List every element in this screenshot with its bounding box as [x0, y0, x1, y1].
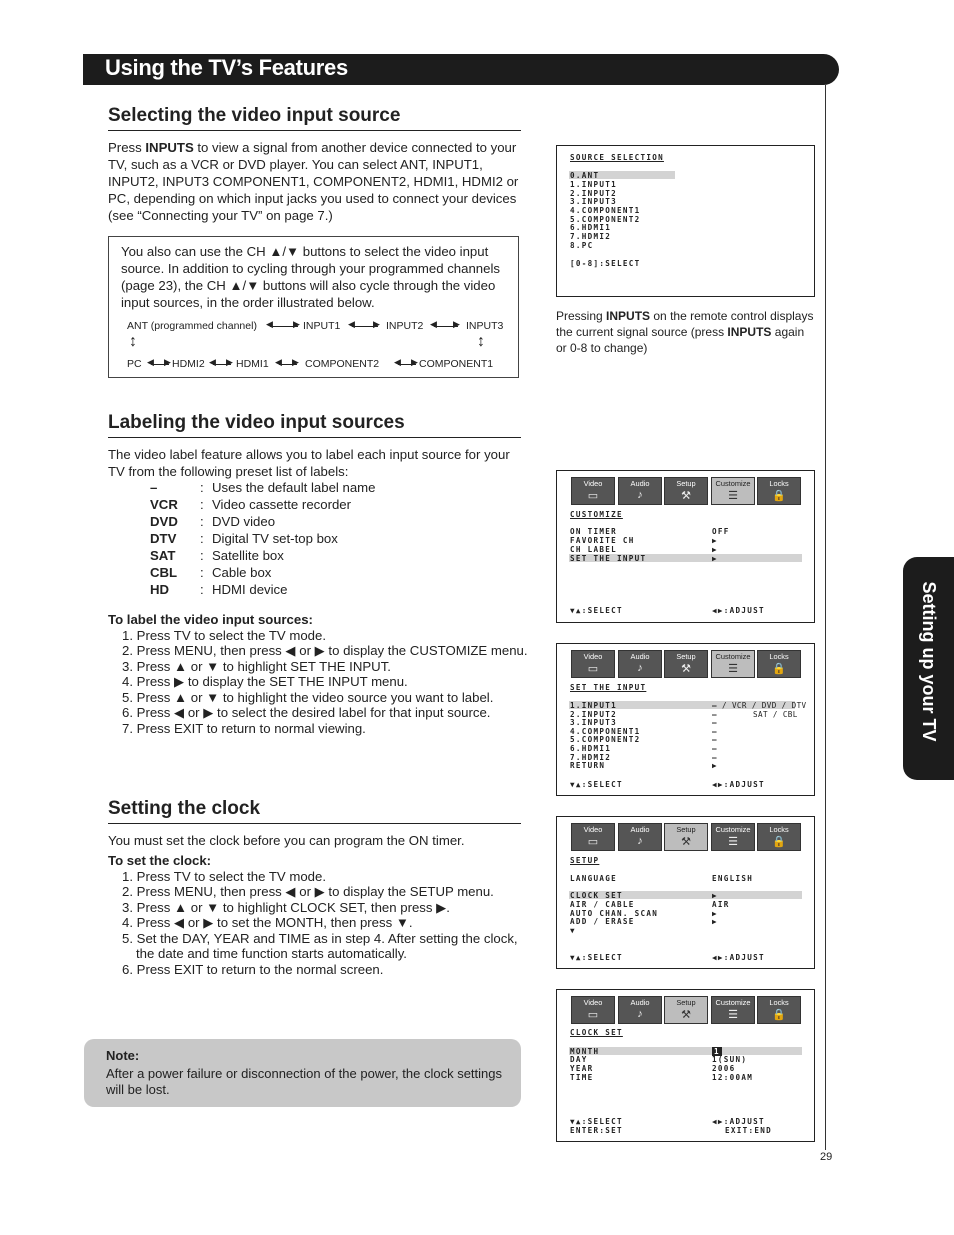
label-colon: : — [200, 497, 204, 512]
menu-row-label: ADD / ERASE — [570, 917, 635, 926]
tab-customize — [711, 823, 755, 851]
section-rule — [108, 823, 521, 824]
tab-label: Customize — [715, 652, 751, 661]
source-caption — [556, 308, 818, 356]
note-box — [84, 1039, 521, 1107]
caption-after: again or 0-8 to change) — [556, 325, 805, 355]
step: 3. Press ▲ or ▼ to highlight CLOCK SET, then press ▶. — [122, 899, 450, 915]
caption-mid: on the remote control displays the current signal source (press — [556, 309, 814, 339]
tab-label: Audio — [630, 479, 650, 488]
clock-row-value: 1 — [714, 1047, 720, 1056]
section-rule — [108, 437, 521, 438]
menu-row-value: ▶ — [712, 909, 718, 918]
step: 4. Press ▶ to display the SET THE INPUT menu. — [122, 674, 408, 689]
diagram-component2: COMPONENT2 — [305, 358, 380, 370]
label-steps-heading: To label the video input sources: — [108, 612, 313, 627]
label-colon: : — [200, 514, 204, 529]
wrench-icon: ⚒ — [681, 1009, 691, 1021]
tab-setup — [664, 996, 708, 1024]
tab-label: Setup — [676, 825, 696, 834]
source-item: 4.COMPONENT1 — [570, 206, 641, 215]
tab-setup — [664, 650, 708, 678]
label-key: CBL — [150, 565, 178, 580]
input-row-value: – — [712, 701, 718, 710]
diagram-vertical-arrow: ↕ — [129, 333, 137, 350]
menu-row-label: LANGUAGE — [570, 874, 617, 883]
caption-before: Pressing — [556, 309, 607, 323]
input-row: 5.COMPONENT2 — [570, 735, 641, 744]
step: 4. Press ◀ or ▶ to set the MONTH, then press ▼. — [122, 915, 413, 930]
menu-tabs — [571, 650, 801, 678]
music-note-icon: ♪ — [637, 662, 643, 674]
label-key: DTV — [150, 531, 177, 546]
diagram-arrowhead: ▶ — [293, 319, 300, 329]
input-row: 2.INPUT2 — [570, 710, 617, 719]
tab-label: Locks — [769, 825, 789, 834]
menu-row-value: OFF — [712, 527, 730, 536]
footer-select: ▼▲:SELECT — [570, 953, 623, 962]
menu-row-value: ▶ — [712, 536, 718, 545]
diagram-input1: INPUT1 — [303, 320, 341, 332]
step: 5. Press ▲ or ▼ to highlight the video source you want to label. — [122, 689, 494, 705]
step: 7. Press EXIT to return to normal viewing. — [122, 720, 366, 736]
label-desc: Uses the default label name — [212, 480, 376, 495]
clock-row-label: YEAR — [570, 1064, 594, 1073]
lock-icon: 🔒 — [772, 490, 786, 502]
source-selection-screen — [556, 145, 815, 297]
label-colon: : — [200, 531, 204, 546]
footer-exit: EXIT:END — [725, 1126, 772, 1135]
lock-icon: 🔒 — [772, 663, 786, 675]
label-desc: DVD video — [212, 514, 276, 529]
label-desc: Digital TV set-top box — [212, 531, 338, 546]
label-steps — [108, 612, 528, 736]
footer-adjust: ◀▶:ADJUST — [712, 780, 765, 789]
diagram-arrowhead: ▶ — [164, 357, 171, 367]
clock-row-value: 12:00AM — [712, 1073, 754, 1082]
tab-label: Video — [583, 998, 603, 1007]
tab-label: Locks — [769, 652, 789, 661]
customize-screen — [556, 470, 815, 623]
list-icon: ☰ — [728, 490, 738, 502]
diagram-arrowhead: ◀ — [147, 357, 154, 367]
tab-audio — [618, 477, 662, 505]
side-tab-label: Setting up your TV — [919, 581, 939, 742]
tab-audio — [618, 996, 662, 1024]
menu-row-label: AUTO CHAN. SCAN — [570, 909, 659, 918]
section-rule — [108, 130, 521, 131]
menu-row-label: ON TIMER — [570, 527, 617, 536]
video-icon: ▭ — [587, 490, 599, 502]
menu-row-label: AIR / CABLE — [570, 900, 635, 909]
step: 5. Set the DAY, YEAR and TIME as in step 4. After setting the clock, the date and time function starts automatically. — [122, 930, 518, 961]
input-row-value: – — [712, 718, 718, 727]
page-number: 29 — [820, 1151, 833, 1163]
menu-row-value: AIR — [712, 900, 730, 909]
lock-icon: 🔒 — [772, 1009, 786, 1021]
tab-label: Video — [583, 652, 603, 661]
step: 1. Press TV to select the TV mode. — [122, 868, 327, 884]
diagram-arrowhead: ▶ — [373, 319, 380, 329]
tab-locks — [757, 996, 801, 1024]
video-icon: ▭ — [587, 836, 599, 848]
tab-setup — [664, 477, 708, 505]
diagram-component1: COMPONENT1 — [419, 358, 494, 370]
diagram-arrowhead: ▶ — [453, 319, 460, 329]
source-item: 8.PC — [570, 241, 594, 250]
tab-label: Locks — [769, 998, 789, 1007]
diagram-ant: ANT (programmed channel) — [127, 320, 257, 332]
caption-bold2: INPUTS — [727, 325, 772, 339]
menu-row-value: ▶ — [712, 554, 718, 563]
label-key: DVD — [150, 514, 178, 529]
diagram-hdmi1: HDMI1 — [236, 358, 269, 370]
section-heading-video-input: Selecting the video input source — [108, 105, 401, 126]
section1-paragraph — [108, 139, 520, 224]
tab-label: Setup — [676, 998, 696, 1007]
video-icon: ▭ — [587, 663, 599, 675]
label-options-1: / VCR / DVD / DTV — [722, 701, 807, 710]
tab-label: Customize — [715, 479, 751, 488]
diagram-arrowhead: ▶ — [411, 357, 418, 367]
step: 2. Press MENU, then press ◀ or ▶ to display the SETUP menu. — [122, 884, 494, 899]
source-item: 1.INPUT1 — [570, 180, 617, 189]
tab-label: Customize — [715, 825, 751, 834]
customize-title: CUSTOMIZE — [570, 510, 623, 519]
tab-video — [571, 823, 615, 851]
footer-select: ▼▲:SELECT — [570, 780, 623, 789]
menu-row-value: ENGLISH — [712, 874, 754, 883]
tab-locks — [757, 823, 801, 851]
menu-row-label: FAVORITE CH — [570, 536, 635, 545]
clock-steps-heading: To set the clock: — [108, 853, 212, 868]
footer-adjust: ◀▶:ADJUST — [712, 953, 765, 962]
step: 3. Press ▲ or ▼ to highlight SET THE INPUT. — [122, 658, 391, 674]
menu-tabs — [571, 823, 801, 851]
menu-row-value: ▶ — [712, 917, 718, 926]
tab-label: Audio — [630, 825, 650, 834]
tab-setup — [664, 823, 708, 851]
input-row-value: ▶ — [712, 761, 718, 770]
wrench-icon: ⚒ — [681, 490, 691, 502]
list-icon: ☰ — [728, 1009, 738, 1021]
diagram-arrowhead: ▶ — [226, 357, 233, 367]
clock-row-value: 1(SUN) — [712, 1055, 748, 1064]
footer-select: ▼▲:SELECT — [570, 1117, 623, 1126]
diagram-arrowhead: ◀ — [266, 319, 273, 329]
clock-row-value: 2006 — [712, 1064, 736, 1073]
set-input-title: SET THE INPUT — [570, 683, 647, 692]
tab-video — [571, 650, 615, 678]
tab-locks — [757, 477, 801, 505]
diagram-arrowhead: ◀ — [348, 319, 355, 329]
tab-label: Audio — [630, 652, 650, 661]
video-icon: ▭ — [587, 1009, 599, 1021]
clock-set-title: CLOCK SET — [570, 1028, 623, 1037]
clock-highlight — [569, 1047, 802, 1055]
tab-video — [571, 996, 615, 1024]
clock-row-label: DAY — [570, 1055, 588, 1064]
source-screen-title: SOURCE SELECTION — [570, 153, 664, 162]
footer-enter: ENTER:SET — [570, 1126, 623, 1135]
page-title: Using the TV’s Features — [105, 55, 348, 80]
source-item: 3.INPUT3 — [570, 197, 617, 206]
tab-label: Audio — [630, 998, 650, 1007]
menu-row-label: SET THE INPUT — [570, 554, 647, 563]
diagram-input2: INPUT2 — [386, 320, 424, 332]
tab-label: Video — [583, 825, 603, 834]
section2-intro: The video label feature allows you to label each input source for your TV from the following preset list of labels: — [108, 447, 510, 479]
footer-adjust: ◀▶:ADJUST — [712, 606, 765, 615]
input-row-value: – — [712, 727, 718, 736]
tab-audio — [618, 650, 662, 678]
list-icon: ☰ — [728, 836, 738, 848]
menu-row-label: CH LABEL — [570, 545, 617, 554]
wrench-icon: ⚒ — [681, 836, 691, 848]
p1-after: to view a signal from another device connected to your TV, such as a VCR or DVD player. You can select ANT, INPUT1, INPUT2, INPUT3 COMPONENT1, COMPONENT2, HDMI1, HDMI2 or PC, depending on which input jacks you used to connect your devices (see “Connecting your TV” on page 7.) — [108, 140, 519, 223]
source-item: 0.ANT — [570, 171, 600, 180]
step: 6. Press EXIT to return to the normal screen. — [122, 961, 384, 977]
diagram-arrowhead: ▶ — [292, 357, 299, 367]
input-row: RETURN — [570, 761, 606, 770]
input-row-value: – — [712, 735, 718, 744]
clock-row-label: MONTH — [570, 1047, 600, 1056]
tab-label: Setup — [676, 652, 696, 661]
label-colon: : — [200, 582, 204, 597]
set-the-input-screen — [556, 643, 815, 796]
ch-cycle-box — [108, 236, 519, 378]
menu-row-value: ▶ — [712, 891, 718, 900]
diagram-arrowhead: ◀ — [394, 357, 401, 367]
diagram-input3: INPUT3 — [466, 320, 504, 332]
section-heading-labeling: Labeling the video input sources — [108, 412, 405, 433]
tab-label: Setup — [676, 479, 696, 488]
label-desc: Video cassette recorder — [212, 497, 352, 512]
clock-set-screen — [556, 989, 815, 1142]
source-screen-footer: [0-8]:SELECT — [570, 259, 641, 268]
note-title: Note: — [106, 1048, 140, 1063]
label-key: – — [150, 480, 158, 495]
diagram-arrowhead: ◀ — [209, 357, 216, 367]
tab-label: Video — [583, 479, 603, 488]
label-desc: HDMI device — [212, 582, 288, 597]
label-key: VCR — [150, 497, 178, 512]
list-icon: ☰ — [728, 663, 738, 675]
clock-row-label: TIME — [570, 1073, 594, 1082]
tab-video — [571, 477, 615, 505]
clock-steps — [108, 853, 528, 977]
tab-label: Customize — [715, 998, 751, 1007]
menu-row-label: CLOCK SET — [570, 891, 623, 900]
label-colon: : — [200, 565, 204, 580]
input-row: 3.INPUT3 — [570, 718, 617, 727]
tab-customize — [711, 477, 755, 505]
label-options-2: SAT / CBL — [753, 710, 798, 719]
music-note-icon: ♪ — [637, 489, 643, 501]
setup-screen — [556, 816, 815, 969]
input-row-value: – — [712, 753, 718, 762]
caption-bold1: INPUTS — [606, 309, 651, 323]
input-row: 7.HDMI2 — [570, 753, 612, 762]
lock-icon: 🔒 — [772, 836, 786, 848]
step: 2. Press MENU, then press ◀ or ▶ to display the CUSTOMIZE menu. — [122, 643, 528, 658]
label-colon: : — [200, 480, 204, 495]
source-item: 2.INPUT2 — [570, 189, 617, 198]
source-item: 5.COMPONENT2 — [570, 215, 641, 224]
tab-customize — [711, 996, 755, 1024]
p1-before: Press — [108, 140, 146, 155]
side-tab — [903, 557, 954, 780]
source-item: 7.HDMI2 — [570, 232, 612, 241]
input-row-value: – — [712, 744, 718, 753]
menu-tabs — [571, 477, 801, 505]
tab-label: Locks — [769, 479, 789, 488]
more-down-icon: ▼ — [570, 926, 576, 935]
label-colon: : — [200, 548, 204, 563]
step: 1. Press TV to select the TV mode. — [122, 627, 327, 643]
diagram-pc: PC — [127, 358, 142, 370]
setup-title: SETUP — [570, 856, 600, 865]
menu-row-value: ▶ — [712, 545, 718, 554]
tab-audio — [618, 823, 662, 851]
source-item: 6.HDMI1 — [570, 223, 612, 232]
label-key: HD — [150, 582, 170, 597]
tab-customize — [711, 650, 755, 678]
wrench-icon: ⚒ — [681, 663, 691, 675]
diagram-arrowhead: ◀ — [275, 357, 282, 367]
diagram-arrowhead: ◀ — [430, 319, 437, 329]
label-desc: Cable box — [212, 565, 272, 580]
input-row-value: – — [712, 710, 718, 719]
menu-tabs — [571, 996, 801, 1024]
music-note-icon: ♪ — [637, 1008, 643, 1020]
tab-locks — [757, 650, 801, 678]
footer-select: ▼▲:SELECT — [570, 606, 623, 615]
label-key: SAT — [150, 548, 176, 563]
footer-adjust: ◀▶:ADJUST — [712, 1117, 765, 1126]
diagram-hdmi2: HDMI2 — [172, 358, 205, 370]
right-margin-rule — [825, 85, 826, 1150]
note-text: After a power failure or disconnection of the power, the clock settings will be lost. — [106, 1066, 502, 1097]
ch-cycle-text: You also can use the CH ▲/▼ buttons to select the video input source. In addition to cycling through your programmed channels (page 23), the CH ▲/▼ buttons will also cycle through the video input sources, in the order illustrated below. — [121, 244, 500, 310]
input-row: 6.HDMI1 — [570, 744, 612, 753]
input-row: 4.COMPONENT1 — [570, 727, 641, 736]
p1-bold: INPUTS — [145, 140, 194, 155]
section-heading-clock: Setting the clock — [108, 798, 261, 819]
input-row: 1.INPUT1 — [570, 701, 617, 710]
section3-intro: You must set the clock before you can program the ON timer. — [108, 833, 465, 848]
diagram-vertical-arrow: ↕ — [477, 333, 485, 350]
page-title-bar — [83, 54, 839, 85]
step: 6. Press ◀ or ▶ to select the desired label for that input source. — [122, 705, 491, 720]
label-desc: Satellite box — [212, 548, 284, 563]
music-note-icon: ♪ — [637, 835, 643, 847]
